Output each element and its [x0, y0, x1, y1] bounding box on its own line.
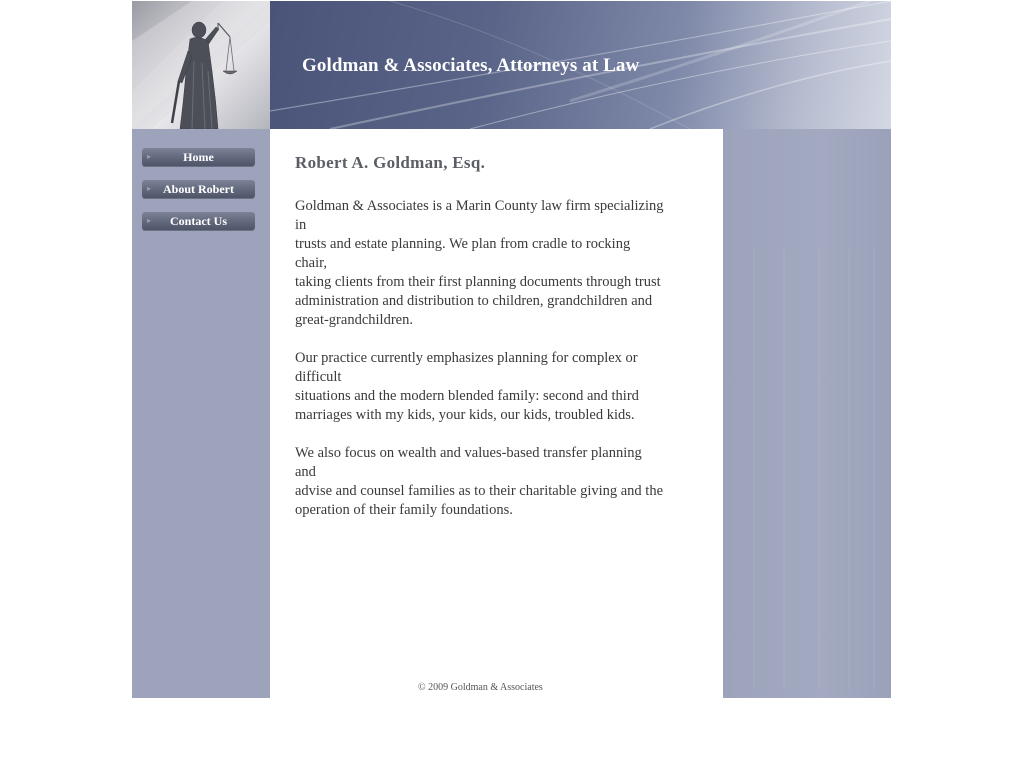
text-line: in [295, 217, 307, 233]
arrow-icon: ▸ [147, 184, 152, 193]
text-line: marriages with my kids, your kids, our kids, troubled kids. [295, 407, 635, 423]
text-line: chair, [295, 255, 328, 271]
header-banner [270, 1, 891, 129]
site-title: Goldman & Associates, Attorneys at Law [302, 55, 640, 76]
nav-home-label: Home [183, 150, 214, 164]
page-title: Robert A. Goldman, Esq. [295, 153, 486, 172]
nav-home-button[interactable] [142, 148, 255, 166]
text-line: operation of their family foundations. [295, 502, 513, 518]
text-line: taking clients from their first planning documents through trust [295, 274, 661, 290]
right-column [723, 129, 891, 698]
lady-justice-statue [132, 1, 270, 129]
arrow-icon: ▸ [147, 216, 152, 225]
text-line: trusts and estate planning. We plan from cradle to rocking [295, 236, 631, 252]
text-line: and [295, 464, 316, 480]
practice-paragraph [295, 349, 700, 425]
nav-about-robert-button[interactable] [142, 180, 255, 198]
text-line: We also focus on wealth and values-based transfer planning [295, 445, 642, 461]
nav-contact-label: Contact Us [170, 214, 227, 228]
header [132, 1, 891, 129]
arrow-icon: ▸ [147, 152, 152, 161]
intro-paragraph [295, 197, 700, 330]
main-content [270, 129, 723, 698]
text-line: great-grandchildren. [295, 312, 413, 328]
nav-about-label: About Robert [163, 182, 234, 196]
text-line: difficult [295, 369, 342, 385]
text-line: advise and counsel families as to their charitable giving and the [295, 483, 664, 499]
text-line: Goldman & Associates is a Marin County law firm specializing [295, 198, 664, 214]
sidebar-nav [132, 129, 270, 698]
focus-paragraph [295, 444, 700, 520]
text-line: administration and distribution to children, grandchildren and [295, 293, 653, 309]
page [132, 1, 891, 698]
text-line: situations and the modern blended family: second and third [295, 388, 639, 404]
footer-copyright: © 2009 Goldman & Associates [418, 682, 543, 693]
nav-contact-us-button[interactable] [142, 212, 255, 230]
text-line: Our practice currently emphasizes planning for complex or [295, 350, 638, 366]
